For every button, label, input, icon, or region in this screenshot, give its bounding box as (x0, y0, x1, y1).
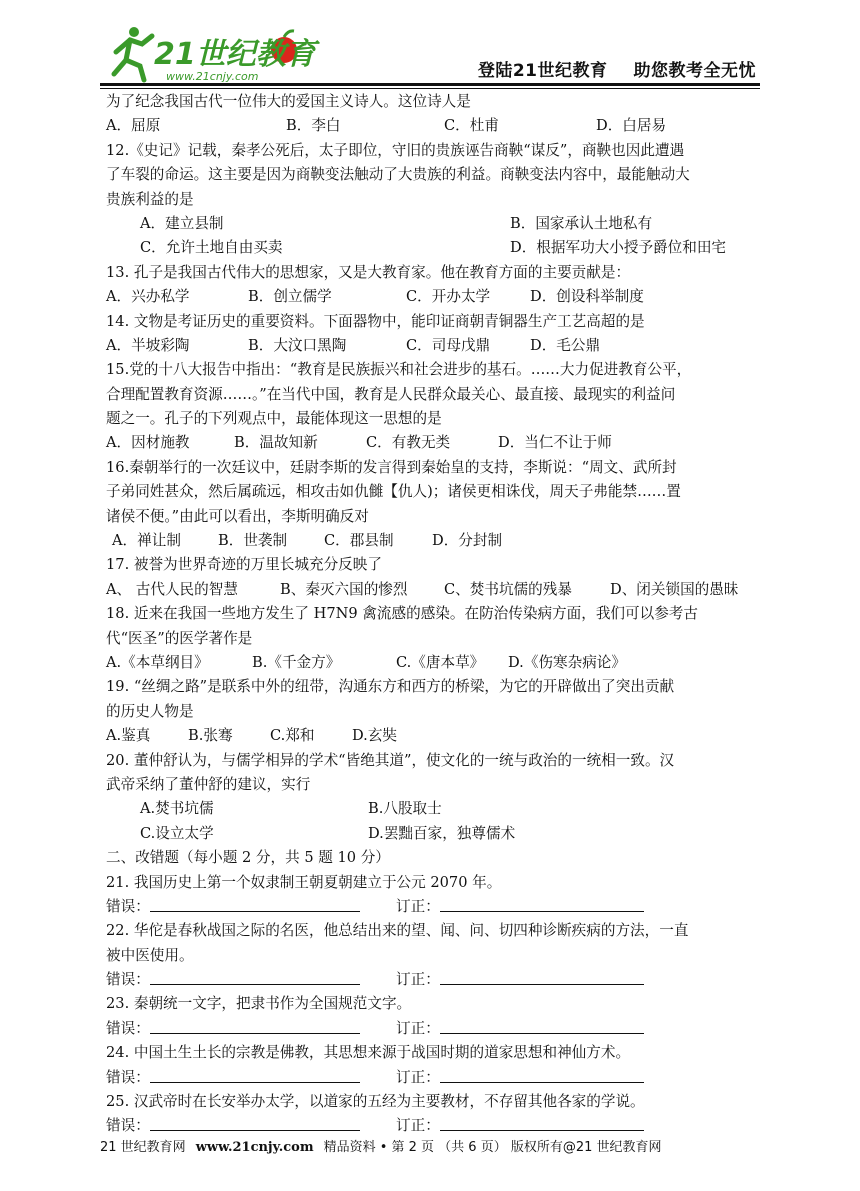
q17-options (106, 578, 760, 602)
section2-title: 二、改错题（每小题 2 分，共 5 题 10 分） (106, 849, 390, 867)
q22-line-2: 被中医使用。 (106, 946, 194, 964)
q24-error-label: 错误： (106, 1068, 150, 1086)
q22-fix-blank[interactable] (440, 968, 644, 985)
q20-line-2: 武帝采纳了董仲舒的建议，实行 (106, 775, 311, 793)
q19-line-1: 19. “丝绸之路”是联系中外的纽带，沟通东方和西方的桥梁，为它的开辟做出了突出贡献 (106, 678, 675, 696)
q17-text: 17. 被誉为世界奇迹的万里长城充分反映了 (106, 556, 382, 574)
q14-option-c: C．司母戊鼎 (406, 336, 491, 354)
q17-option-b: B、秦灭六国的惨烈 (280, 580, 408, 598)
q12-line-3: 贵族利益的是 (106, 190, 194, 208)
q17-option-d: D、闭关锁国的愚昧 (610, 580, 739, 598)
q24-fix-blank[interactable] (440, 1066, 644, 1083)
q15-line-1: 15.党的十八大报告中指出：“教育是民族振兴和社会进步的基石。……大力促进教育公平， (106, 361, 692, 379)
q15-option-a: A．因材施教 (106, 434, 190, 452)
q12-option-a: A．建立县制 (140, 214, 224, 232)
q18-line-1: 18. 近来在我国一些地方发生了 H7N9 禽流感的感染。在防治传染病方面，我们可以参考古 (106, 605, 698, 623)
q12-line-2: 了车裂的命运。这主要是因为商鞅变法触动了大贵族的利益。商鞅变法内容中，最能触动大 (106, 166, 690, 184)
page-header (100, 18, 760, 86)
header-rule-thin (100, 88, 760, 89)
q20-options-row-1 (106, 797, 760, 821)
q19-option-b: B.张骞 (188, 727, 233, 745)
q18-option-b: B.《千金方》 (252, 653, 341, 671)
exam-content (106, 90, 760, 1139)
q13-option-c: C．开办太学 (406, 288, 491, 306)
q23-error-label: 错误： (106, 1019, 150, 1037)
q11-option-a: A．屈原 (106, 117, 161, 135)
q15-line-3: 题之一。孔子的下列观点中，最能体现这一思想的是 (106, 410, 442, 428)
q23-error-blank[interactable] (150, 1017, 360, 1034)
page-footer (100, 1136, 760, 1155)
q25-error-blank[interactable] (150, 1114, 360, 1131)
slogan-right: 助您教考全无忧 (633, 61, 756, 81)
q25-fix-label: 订正： (396, 1117, 440, 1135)
q12-option-b: B．国家承认土地私有 (510, 214, 653, 232)
q20-option-c: C.设立太学 (140, 824, 214, 842)
q24-text: 24. 中国土生土长的宗教是佛教，其思想来源于战国时期的道家思想和神仙方术。 (106, 1044, 631, 1062)
q18-option-a: A.《本草纲目》 (106, 653, 209, 671)
q20-options-row-2 (106, 822, 760, 846)
q17-option-a: A、 古代人民的智慧 (106, 580, 238, 598)
q21-fix-label: 订正： (396, 897, 440, 915)
q11-option-b: B．李白 (286, 117, 341, 135)
q14-options (106, 334, 760, 358)
q15-options (106, 431, 760, 455)
q22-fix-label: 订正： (396, 971, 440, 989)
q16-options (106, 529, 760, 553)
q24-error-blank[interactable] (150, 1066, 360, 1083)
q13-option-d: D．创设科举制度 (530, 288, 644, 306)
q13-option-a: A．兴办私学 (106, 288, 190, 306)
q23-answer-row (106, 1017, 760, 1041)
q13-text: 13. 孔子是我国古代伟大的思想家，又是大教育家。他在教育方面的主要贡献是： (106, 263, 631, 281)
q19-option-c: C.郑和 (270, 727, 315, 745)
q25-fix-blank[interactable] (440, 1114, 644, 1131)
q20-option-d: D.罢黜百家，独尊儒术 (368, 824, 516, 842)
q20-option-b: B.八股取士 (368, 800, 442, 818)
q15-option-b: B．温故知新 (234, 434, 318, 452)
q23-text: 23. 秦朝统一文字，把隶书作为全国规范文字。 (106, 995, 412, 1013)
logo-21cnjy (108, 22, 328, 86)
footer-url[interactable]: www.21cnjy.com (195, 1140, 314, 1155)
q20-option-a: A.焚书坑儒 (140, 800, 214, 818)
q23-fix-label: 订正： (396, 1019, 440, 1037)
q22-line-1: 22. 华佗是春秋战国之际的名医，他总结出来的望、闻、问、切四种诊断疾病的方法，一直 (106, 922, 689, 940)
q19-options (106, 724, 760, 748)
q21-fix-blank[interactable] (440, 895, 644, 912)
q11-options (106, 114, 760, 138)
q11-tail-text: 为了纪念我国古代一位伟大的爱国主义诗人。这位诗人是 (106, 93, 471, 110)
q11-option-c: C．杜甫 (444, 117, 499, 135)
q14-option-a: A．半坡彩陶 (106, 336, 190, 354)
q25-error-label: 错误： (106, 1117, 150, 1135)
q16-line-3: 诸侯不便。”由此可以看出，李斯明确反对 (106, 507, 369, 525)
q22-error-blank[interactable] (150, 968, 360, 985)
q16-line-1: 16.秦朝举行的一次廷议中，廷尉李斯的发言得到秦始皇的支持，李斯说：“周文、武所封 (106, 458, 677, 476)
q12-option-d: D．根据军功大小授予爵位和田宅 (510, 239, 727, 257)
q18-options (106, 651, 760, 675)
q16-option-d: D．分封制 (432, 532, 503, 550)
q22-error-label: 错误： (106, 971, 150, 989)
header-slogan (478, 56, 756, 81)
q13-options (106, 285, 760, 309)
q19-option-a: A.鉴真 (106, 727, 151, 745)
q14-option-b: B．大汶口黑陶 (248, 336, 347, 354)
q16-line-2: 子弟同姓甚众，然后属疏远，相攻击如仇雠【仇人)；诸侯更相诛伐，周天子弗能禁……置 (106, 483, 681, 501)
q18-line-2: 代“医圣”的医学著作是 (106, 629, 253, 647)
footer-info: 精品资料 • 第 2 页 （共 6 页） 版权所有@21 世纪教育网 (323, 1140, 662, 1155)
q21-text: 21. 我国历史上第一个奴隶制王朝夏朝建立于公元 2070 年。 (106, 873, 502, 891)
q11-option-d: D．白居易 (596, 117, 667, 135)
q25-text: 25. 汉武帝时在长安举办太学，以道家的五经为主要教材，不存留其他各家的学说。 (106, 1093, 645, 1111)
logo-url: www.21cnjy.com (166, 70, 259, 83)
q12-options-row-1 (106, 212, 760, 236)
q18-option-d: D.《伤寒杂病论》 (508, 653, 626, 671)
q19-option-d: D.玄奘 (352, 727, 398, 745)
q18-option-c: C.《唐本草》 (396, 653, 485, 671)
q15-option-d: D．当仁不让于师 (498, 434, 612, 452)
q12-option-c: C．允许土地自由买卖 (140, 239, 283, 257)
q15-option-c: C．有教无类 (366, 434, 451, 452)
logo-text: 21世纪教育 (154, 37, 316, 72)
slogan-left: 登陆21世纪教育 (477, 61, 608, 81)
q21-error-label: 错误： (106, 897, 150, 915)
q12-line-1: 12.《史记》记载，秦孝公死后，太子即位，守旧的贵族诬告商鞅“谋反”，商鞅也因此遭遇 (106, 141, 685, 159)
q23-fix-blank[interactable] (440, 1017, 644, 1034)
q16-option-b: B．世袭制 (218, 532, 288, 550)
q12-options-row-2 (106, 236, 760, 260)
q15-line-2: 合理配置教育资源……。”在当代中国，教育是人民群众最关心、最直接、最现实的利益问 (106, 385, 676, 403)
q17-option-c: C、焚书坑儒的残暴 (444, 580, 572, 598)
q19-line-2: 的历史人物是 (106, 702, 194, 720)
q21-answer-row (106, 895, 760, 919)
q24-fix-label: 订正： (396, 1068, 440, 1086)
q21-error-blank[interactable] (150, 895, 360, 912)
q14-text: 14. 文物是考证历史的重要资料。下面器物中，能印证商朝青铜器生产工艺高超的是 (106, 312, 645, 330)
q16-option-c: C．郡县制 (324, 532, 394, 550)
q22-answer-row (106, 968, 760, 992)
q14-option-d: D．毛公鼎 (530, 336, 601, 354)
q20-line-1: 20. 董仲舒认为，与儒学相异的学术“皆绝其道”，使文化的一统与政治的一统相一致。汉 (106, 751, 675, 769)
footer-site: 21 世纪教育网 (100, 1140, 186, 1155)
q13-option-b: B．创立儒学 (248, 288, 332, 306)
header-rule-thick (100, 83, 760, 86)
q24-answer-row (106, 1066, 760, 1090)
q16-option-a: A．禅让制 (112, 532, 181, 550)
